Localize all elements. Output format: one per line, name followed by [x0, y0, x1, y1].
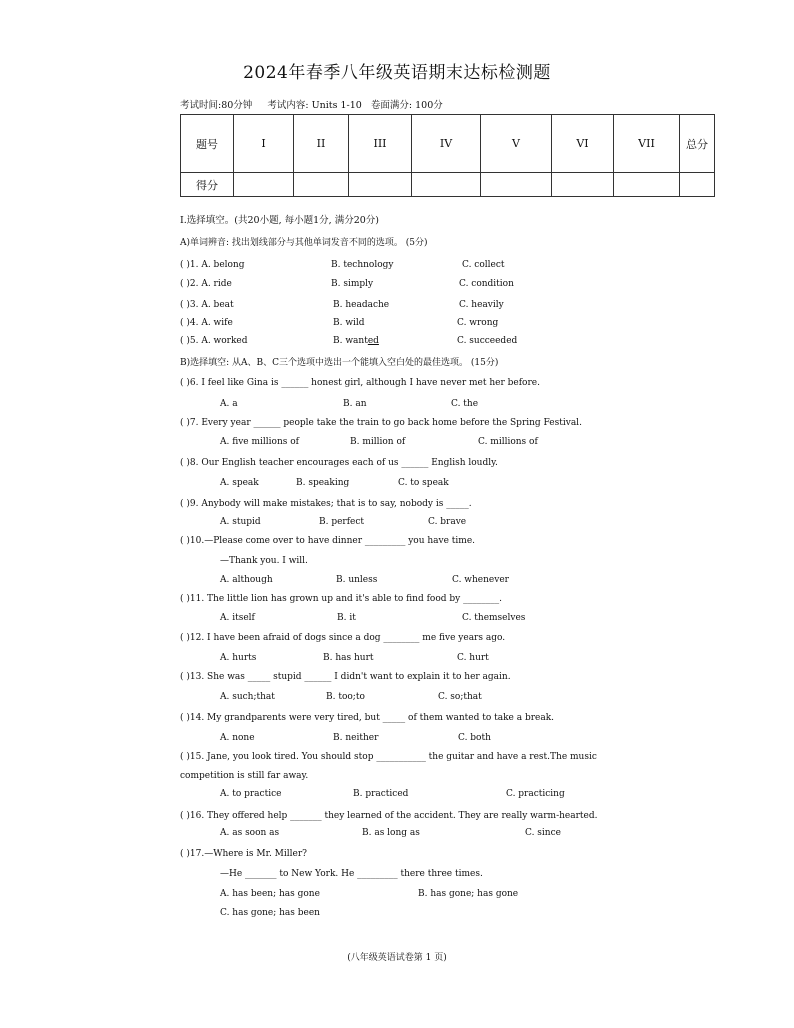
- q16-option-c: C. since: [525, 828, 561, 838]
- q17-reply: —He _______ to New York. He _________ there three times.: [220, 869, 483, 879]
- q7-option-b: B. million of: [350, 437, 406, 447]
- question-14: ( )14. My grandparents were very tired, but _____ of them wanted to take a break.: [180, 713, 555, 723]
- q17-option-b: B. has gone; has gone: [418, 889, 519, 899]
- score-cell[interactable]: [680, 173, 715, 197]
- q16-option-b: B. as long as: [362, 828, 420, 838]
- page-title: 2024年春季八年级英语期末达标检测题: [243, 63, 551, 83]
- q14-option-b: B. neither: [333, 733, 379, 743]
- question-17: ( )17.—Where is Mr. Miller?: [180, 849, 307, 859]
- q17-option-c: C. has gone; has been: [220, 908, 320, 918]
- q7-option-c: C. millions of: [478, 437, 538, 447]
- score-cell[interactable]: [481, 173, 552, 197]
- score-row-label: 得分: [181, 173, 234, 197]
- q2-option-b: B. simply: [331, 279, 374, 289]
- q12-option-b: B. has hurt: [323, 653, 374, 663]
- q10-option-b: B. unless: [336, 575, 378, 585]
- score-header-cell: II: [294, 115, 349, 173]
- q13-option-c: C. so;that: [438, 692, 482, 702]
- q15-option-b: B. practiced: [353, 789, 409, 799]
- q10-option-c: C. whenever: [452, 575, 509, 585]
- score-header-cell: V: [481, 115, 552, 173]
- question-5: ( )5. A. worked: [180, 336, 248, 346]
- score-cell[interactable]: [552, 173, 614, 197]
- score-header-cell: VI: [552, 115, 614, 173]
- score-cell[interactable]: [349, 173, 412, 197]
- part-a-heading: A)单词辨音: 找出划线部分与其他单词发音不同的选项。 (5分): [180, 238, 428, 248]
- question-13: ( )13. She was _____ stupid ______ I didn't want to explain it to her again.: [180, 672, 511, 682]
- q13-option-a: A. such;that: [220, 692, 275, 702]
- score-header-cell: VII: [614, 115, 680, 173]
- score-header-cell: I: [234, 115, 294, 173]
- q10-reply: —Thank you. I will.: [220, 556, 308, 566]
- exam-info: 考试时间:80分钟 考试内容: Units 1-10 卷面满分: 100分: [180, 100, 443, 111]
- q14-option-a: A. none: [220, 733, 255, 743]
- q14-option-c: C. both: [458, 733, 491, 743]
- question-15: ( )15. Jane, you look tired. You should stop ___________ the guitar and have a rest.The music: [180, 752, 597, 762]
- q3-option-b: B. headache: [333, 300, 390, 310]
- q11-option-b: B. it: [337, 613, 356, 623]
- question-2: ( )2. A. ride: [180, 279, 232, 289]
- score-table: [180, 114, 715, 197]
- q1-option-c: C. collect: [462, 260, 505, 270]
- q2-option-c: C. condition: [459, 279, 514, 289]
- question-3: ( )3. A. beat: [180, 300, 234, 310]
- score-cell[interactable]: [614, 173, 680, 197]
- q3-option-c: C. heavily: [459, 300, 504, 310]
- q9-option-c: C. brave: [428, 517, 467, 527]
- q9-option-a: A. stupid: [220, 517, 261, 527]
- part-b-heading: B)选择填空: 从A、B、C三个选项中选出一个能填入空白处的最佳选项。 (15分): [180, 358, 499, 368]
- q1-option-b: B. technology: [331, 260, 394, 270]
- q5-option-b: [333, 336, 379, 346]
- question-16: ( )16. They offered help _______ they learned of the accident. They are really warm-hearted.: [180, 811, 598, 821]
- score-header-cell: IV: [412, 115, 481, 173]
- question-12: ( )12. I have been afraid of dogs since a dog ________ me five years ago.: [180, 633, 506, 643]
- q9-option-b: B. perfect: [319, 517, 365, 527]
- page-footer: (八年级英语试卷第 1 页): [347, 953, 447, 963]
- question-8: ( )8. Our English teacher encourages each of us ______ English loudly.: [180, 458, 498, 468]
- question-7: ( )7. Every year ______ people take the train to go back home before the Spring Festival.: [180, 418, 582, 428]
- score-header-cell: 总分: [680, 115, 715, 173]
- score-table-score-row: [181, 173, 715, 197]
- question-6: ( )6. I feel like Gina is ______ honest girl, although I have never met her before.: [180, 378, 540, 388]
- q16-option-a: A. as soon as: [220, 828, 280, 838]
- question-11: ( )11. The little lion has grown up and it's able to find food by ________.: [180, 594, 502, 604]
- score-cell[interactable]: [294, 173, 349, 197]
- section-1-heading: Ⅰ.选择填空。(共20小题, 每小题1分, 满分20分): [180, 215, 379, 226]
- q10-option-a: A. although: [220, 575, 273, 585]
- q8-option-b: B. speaking: [296, 478, 350, 488]
- q4-option-b: B. wild: [333, 318, 365, 328]
- q5-underlined-part: ed: [367, 336, 379, 346]
- q15-option-a: A. to practice: [220, 789, 282, 799]
- q4-option-c: C. wrong: [457, 318, 499, 328]
- q6-option-c: C. the: [451, 399, 479, 409]
- q6-option-b: B. an: [343, 399, 367, 409]
- question-4: ( )4. A. wife: [180, 318, 233, 328]
- q15-option-c: C. practicing: [506, 789, 565, 799]
- q7-option-a: A. five millions of: [220, 437, 299, 447]
- question-9: ( )9. Anybody will make mistakes; that is to say, nobody is _____.: [180, 499, 472, 509]
- q12-option-c: C. hurt: [457, 653, 489, 663]
- q13-option-b: B. too;to: [326, 692, 365, 702]
- score-table-header-row: [181, 115, 715, 173]
- score-header-cell: 题号: [181, 115, 234, 173]
- q5-option-b-text: B. want: [333, 336, 368, 346]
- question-1: ( )1. A. belong: [180, 260, 245, 270]
- q5-option-c: C. succeeded: [457, 336, 518, 346]
- question-15-continued: competition is still far away.: [180, 771, 309, 781]
- score-header-cell: III: [349, 115, 412, 173]
- q8-option-c: C. to speak: [398, 478, 449, 488]
- question-10: ( )10.—Please come over to have dinner _________ you have time.: [180, 536, 476, 546]
- q11-option-a: A. itself: [220, 613, 255, 623]
- score-cell[interactable]: [234, 173, 294, 197]
- q8-option-a: A. speak: [220, 478, 259, 488]
- q6-option-a: A. a: [220, 399, 238, 409]
- score-cell[interactable]: [412, 173, 481, 197]
- q11-option-c: C. themselves: [462, 613, 526, 623]
- q17-option-a: A. has been; has gone: [220, 889, 320, 899]
- q12-option-a: A. hurts: [220, 653, 257, 663]
